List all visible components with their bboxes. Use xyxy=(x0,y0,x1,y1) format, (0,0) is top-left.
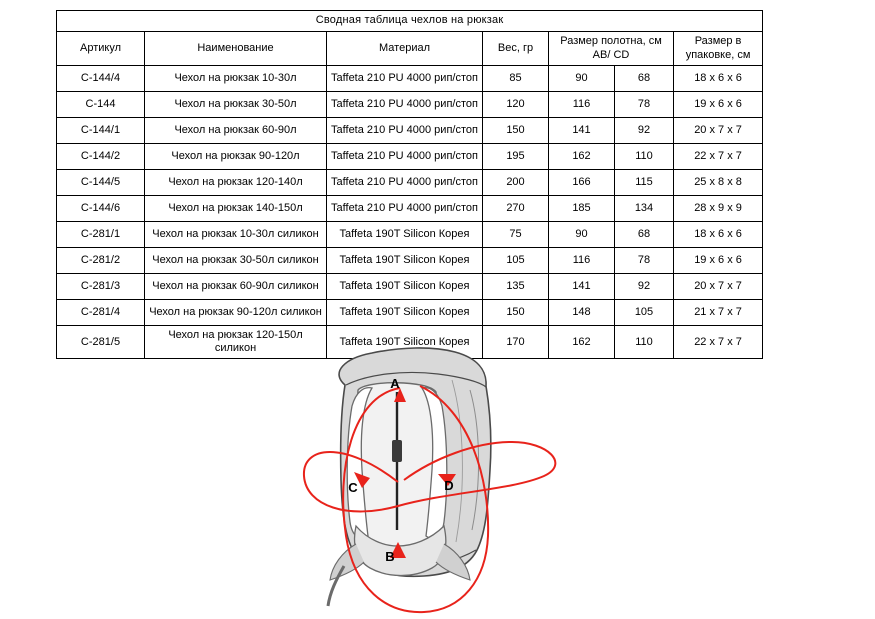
column-header-pack-size xyxy=(674,31,763,66)
column-header-panel-size-line1: Размер полотна, см xyxy=(560,34,662,47)
table-row xyxy=(57,170,763,196)
cell-ab: 162 xyxy=(549,326,615,358)
cell-article: С-144/4 xyxy=(57,66,145,92)
cell-ab: 116 xyxy=(549,92,615,118)
cell-material: Taffeta 210 PU 4000 рип/стоп xyxy=(327,196,483,222)
cell-ab: 185 xyxy=(549,196,615,222)
cell-material: Taffeta 210 PU 4000 рип/стоп xyxy=(327,170,483,196)
cell-pack: 25 х 8 х 8 xyxy=(674,170,763,196)
cell-cd: 68 xyxy=(615,66,674,92)
cell-article: С-281/3 xyxy=(57,274,145,300)
table-row xyxy=(57,66,763,92)
cell-article: С-281/1 xyxy=(57,222,145,248)
cell-name: Чехол на рюкзак 10-30л силикон xyxy=(145,222,327,248)
cell-cd: 110 xyxy=(615,326,674,358)
table-body xyxy=(57,66,763,358)
cell-ab: 148 xyxy=(549,300,615,326)
cell-article: С-281/5 xyxy=(57,326,145,358)
cell-ab: 90 xyxy=(549,222,615,248)
cell-material: Taffeta 190T Silicon Корея xyxy=(327,326,483,358)
cell-material: Taffeta 190T Silicon Корея xyxy=(327,222,483,248)
cell-cd: 68 xyxy=(615,222,674,248)
cell-material: Taffeta 210 PU 4000 рип/стоп xyxy=(327,92,483,118)
cell-weight: 85 xyxy=(483,66,549,92)
column-header-panel-size xyxy=(549,31,674,66)
cell-ab: 141 xyxy=(549,118,615,144)
cell-weight: 120 xyxy=(483,92,549,118)
table-row xyxy=(57,92,763,118)
table-row xyxy=(57,118,763,144)
cell-cd: 92 xyxy=(615,118,674,144)
column-header-panel-size-line2: AB/ CD xyxy=(592,48,630,61)
label-d: D xyxy=(444,478,454,493)
cell-cd: 78 xyxy=(615,248,674,274)
label-a: A xyxy=(390,376,400,391)
cell-name: Чехол на рюкзак 60-90л xyxy=(145,118,327,144)
cell-name: Чехол на рюкзак 10-30л xyxy=(145,66,327,92)
cell-name: Чехол на рюкзак 120-140л xyxy=(145,170,327,196)
table-row xyxy=(57,144,763,170)
column-header-name: Наименование xyxy=(145,31,327,66)
cell-ab: 166 xyxy=(549,170,615,196)
cell-weight: 105 xyxy=(483,248,549,274)
cell-cd: 134 xyxy=(615,196,674,222)
cell-weight: 170 xyxy=(483,326,549,358)
cell-cd: 115 xyxy=(615,170,674,196)
cell-weight: 270 xyxy=(483,196,549,222)
cell-ab: 90 xyxy=(549,66,615,92)
column-header-article: Артикул xyxy=(57,31,145,66)
cell-article: С-144 xyxy=(57,92,145,118)
cell-weight: 150 xyxy=(483,118,549,144)
cell-name: Чехол на рюкзак 30-50л xyxy=(145,92,327,118)
column-header-material: Материал xyxy=(327,31,483,66)
cell-ab: 141 xyxy=(549,274,615,300)
cell-pack: 19 х 6 х 6 xyxy=(674,248,763,274)
cell-material: Taffeta 190T Silicon Корея xyxy=(327,274,483,300)
cell-pack: 22 х 7 х 7 xyxy=(674,144,763,170)
cell-article: С-281/2 xyxy=(57,248,145,274)
cell-pack: 28 х 9 х 9 xyxy=(674,196,763,222)
cell-material: Taffeta 190T Silicon Корея xyxy=(327,248,483,274)
column-header-pack-size-line2: упаковке, см xyxy=(685,48,751,61)
cell-weight: 195 xyxy=(483,144,549,170)
cell-pack: 21 х 7 х 7 xyxy=(674,300,763,326)
cell-article: С-281/4 xyxy=(57,300,145,326)
cell-cd: 110 xyxy=(615,144,674,170)
cell-cd: 105 xyxy=(615,300,674,326)
cell-cd: 92 xyxy=(615,274,674,300)
cell-article: С-144/2 xyxy=(57,144,145,170)
cell-material: Taffeta 210 PU 4000 рип/стоп xyxy=(327,144,483,170)
table-row xyxy=(57,222,763,248)
cell-weight: 135 xyxy=(483,274,549,300)
page-title: Сводная таблица чехлов на рюкзак xyxy=(57,11,763,32)
cell-cd: 78 xyxy=(615,92,674,118)
table-title-row xyxy=(57,11,763,32)
table-header-row xyxy=(57,31,763,66)
cell-article: С-144/1 xyxy=(57,118,145,144)
cell-name: Чехол на рюкзак 120-150л силикон xyxy=(145,326,327,358)
table-row xyxy=(57,300,763,326)
label-c: C xyxy=(348,480,358,495)
cell-name: Чехол на рюкзак 140-150л xyxy=(145,196,327,222)
cell-material: Taffeta 210 PU 4000 рип/стоп xyxy=(327,118,483,144)
table-row xyxy=(57,274,763,300)
backpack-diagram xyxy=(0,330,875,619)
column-header-weight: Вес, гр xyxy=(483,31,549,66)
cell-weight: 75 xyxy=(483,222,549,248)
label-b: B xyxy=(385,549,395,564)
cell-name: Чехол на рюкзак 90-120л xyxy=(145,144,327,170)
table-row xyxy=(57,196,763,222)
cell-pack: 19 х 6 х 6 xyxy=(674,92,763,118)
cell-pack: 18 х 6 х 6 xyxy=(674,222,763,248)
cell-material: Taffeta 210 PU 4000 рип/стоп xyxy=(327,66,483,92)
cell-weight: 200 xyxy=(483,170,549,196)
cell-name: Чехол на рюкзак 30-50л силикон xyxy=(145,248,327,274)
cell-name: Чехол на рюкзак 90-120л силикон xyxy=(145,300,327,326)
cell-article: С-144/5 xyxy=(57,170,145,196)
cell-ab: 116 xyxy=(549,248,615,274)
table-row xyxy=(57,248,763,274)
column-header-pack-size-line1: Размер в xyxy=(694,34,742,47)
cell-pack: 18 х 6 х 6 xyxy=(674,66,763,92)
cell-pack: 22 х 7 х 7 xyxy=(674,326,763,358)
cell-weight: 150 xyxy=(483,300,549,326)
cell-name: Чехол на рюкзак 60-90л силикон xyxy=(145,274,327,300)
cell-article: С-144/6 xyxy=(57,196,145,222)
summary-table-container xyxy=(56,10,762,359)
table-head xyxy=(57,11,763,66)
cell-ab: 162 xyxy=(549,144,615,170)
summary-table xyxy=(56,10,763,359)
cell-pack: 20 х 7 х 7 xyxy=(674,274,763,300)
cell-pack: 20 х 7 х 7 xyxy=(674,118,763,144)
cell-material: Taffeta 190T Silicon Корея xyxy=(327,300,483,326)
